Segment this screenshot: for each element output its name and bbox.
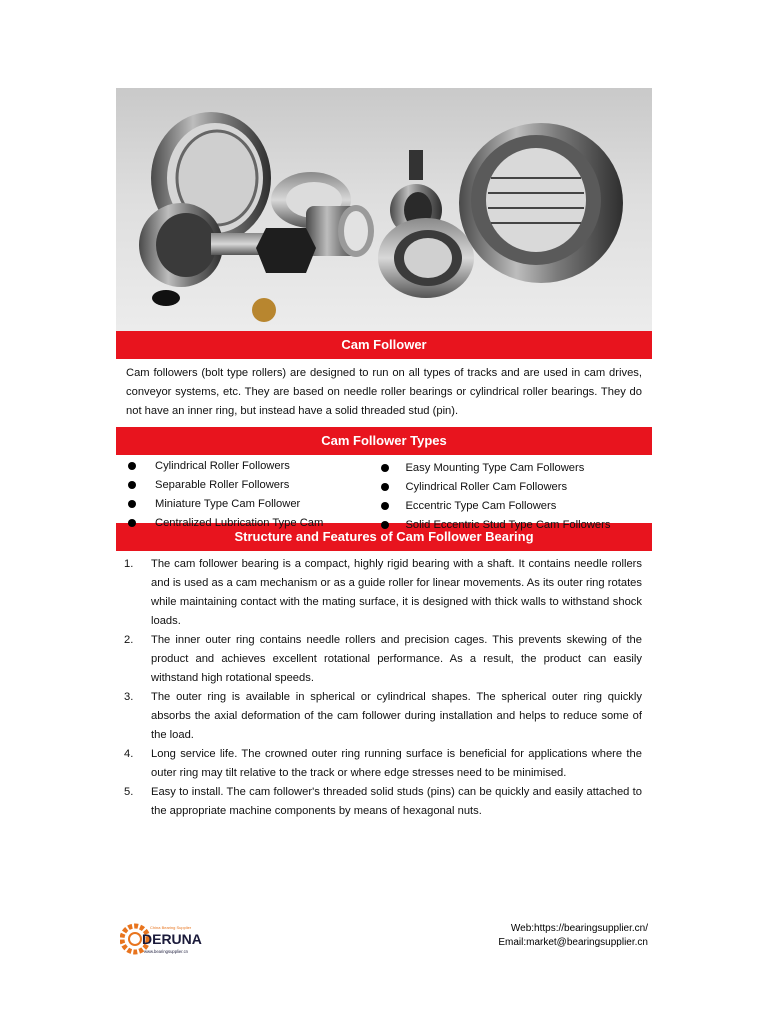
feature-item [116, 783, 652, 821]
feature-item [116, 555, 652, 631]
contact-info [498, 922, 648, 950]
type-item: Centralized Lubrication Type Cam [116, 514, 377, 533]
footer [116, 918, 652, 958]
deruna-logo [120, 920, 212, 958]
feature-number: 2. [124, 634, 134, 646]
types-column-right [377, 457, 652, 531]
feature-number: 1. [124, 558, 134, 570]
feature-text: The inner outer ring contains needle rollers and precision cages. This prevents skewing of the product and achieves excellent rotational performance. As a result, the product can easily withstand high rotational speeds. [151, 634, 642, 684]
feature-text: Long service life. The crowned outer ring running surface is beneficial for applications where the outer ring may tilt relative to the track or where edge stresses need to be minimised. [151, 748, 642, 779]
logo-mark-icon [120, 920, 212, 958]
type-item: Eccentric Type Cam Followers [377, 497, 652, 516]
type-item: Cylindrical Roller Cam Followers [377, 478, 652, 497]
type-item: Cylindrical Roller Followers [116, 457, 377, 476]
feature-number: 5. [124, 786, 134, 798]
document-page [116, 88, 652, 821]
type-item: Solid Eccentric Stud Type Cam Followers [377, 516, 652, 535]
feature-item [116, 631, 652, 688]
feature-number: 3. [124, 691, 134, 703]
product-photo [116, 88, 652, 331]
logo-url: www.bearingsupplier.cn [144, 949, 188, 954]
web-link[interactable]: Web:https://bearingsupplier.cn/ [510, 923, 648, 934]
intro-paragraph: Cam followers (bolt type rollers) are designed to run on all types of tracks and are used in cam drives, conveyor systems, etc. They are based on needle roller bearings or cylindrical roller bearings. They do not have an inner ring, but instead have a solid threaded stud (pin). [126, 367, 642, 417]
feature-item [116, 688, 652, 745]
logo-tagline: China Bearing Supplier [150, 925, 192, 930]
feature-number: 4. [124, 748, 134, 760]
email-link[interactable]: Email:market@bearingsupplier.cn [498, 937, 648, 948]
type-item: Separable Roller Followers [116, 476, 377, 495]
feature-text: The cam follower bearing is a compact, highly rigid bearing with a shaft. It contains needle rollers and is used as a cam mechanism or as a guide roller for linear movements. As its outer ring rotates while maintaining contact with the mating surface, it is designed with thick walls to withstand shock loads. [151, 558, 642, 627]
type-item: Easy Mounting Type Cam Followers [377, 459, 652, 478]
bearings-image [116, 88, 652, 331]
feature-text: The outer ring is available in spherical or cylindrical shapes. The spherical outer ring quickly absorbs the axial deformation of the cam follower during installation and helps to reduce some of the load. [151, 691, 642, 741]
feature-text: Easy to install. The cam follower's threaded solid studs (pins) can be quickly and easily attached to the appropriate machine components by means of hexagonal nuts. [151, 786, 642, 817]
features-list [116, 551, 652, 821]
types-list [116, 455, 652, 531]
section-title-cam-follower: Cam Follower [116, 331, 652, 359]
section-title-types: Cam Follower Types [116, 427, 652, 455]
feature-item [116, 745, 652, 783]
types-column-left [116, 457, 377, 529]
type-item: Miniature Type Cam Follower [116, 495, 377, 514]
section-title-features: Structure and Features of Cam Follower Bearing [116, 523, 652, 551]
logo-text: DERUNA [142, 931, 202, 947]
